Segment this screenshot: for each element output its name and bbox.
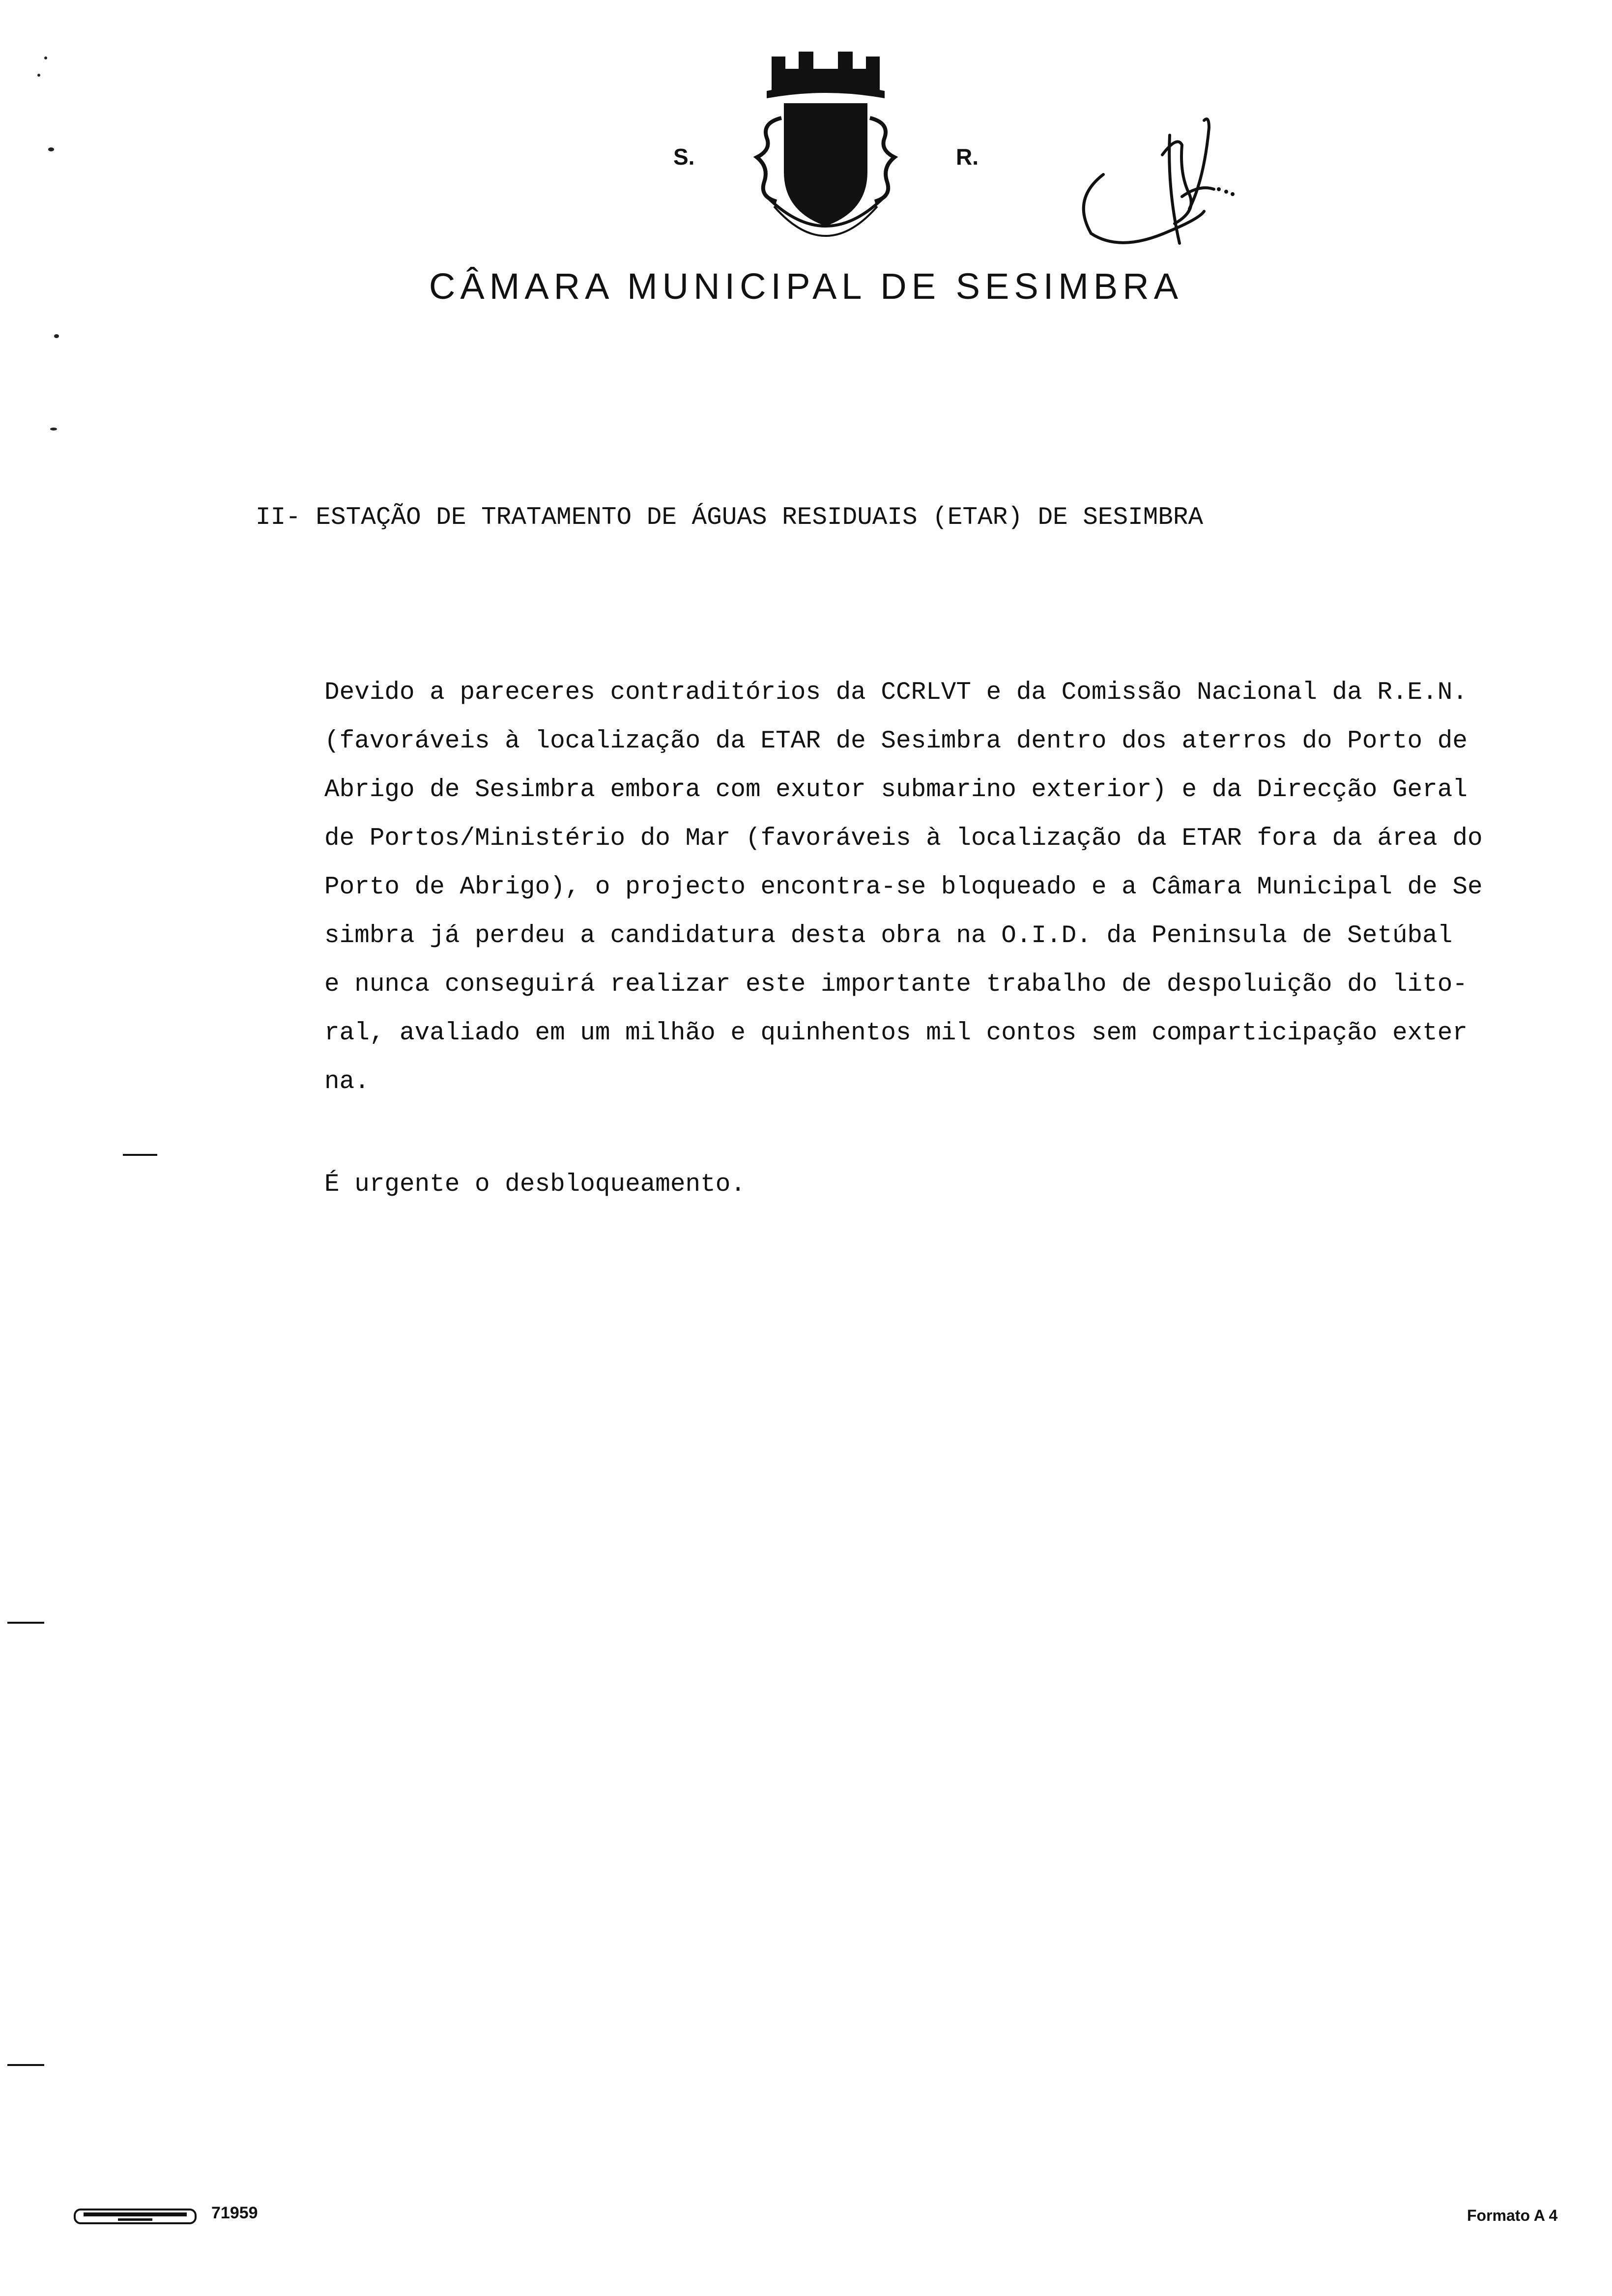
margin-speck [50, 428, 57, 430]
header-letter-s: S. [673, 144, 695, 170]
form-code: 71959 [211, 2204, 258, 2222]
closing-sentence: É urgente o desbloqueamento. [324, 1171, 746, 1199]
margin-speck [44, 57, 47, 59]
body-line: Porto de Abrigo), o projecto encontra-se bloqueado e a Câmara Municipal de Se [324, 873, 1483, 901]
paper-format-label: Formato A 4 [1467, 2207, 1558, 2224]
body-line: e nunca conseguirá realizar este importante trabalho de despoluição do lito- [324, 971, 1468, 999]
body-line: (favoráveis à localização da ETAR de Sesimbra dentro dos aterros do Porto de [324, 727, 1468, 755]
body-line: simbra já perdeu a candidatura desta obra na O.I.D. da Peninsula de Setúbal [324, 922, 1453, 950]
handwritten-signature [1057, 106, 1243, 263]
body-line: na. [324, 1068, 370, 1096]
fold-mark [123, 1154, 157, 1156]
margin-speck [37, 74, 40, 77]
coat-of-arms-crest [737, 49, 914, 256]
margin-speck [48, 147, 54, 151]
municipality-title: CÂMARA MUNICIPAL DE SESIMBRA [429, 266, 1183, 307]
fold-mark [7, 2064, 44, 2066]
body-line: de Portos/Ministério do Mar (favoráveis à localização da ETAR fora da área do [324, 825, 1483, 853]
section-heading: II- ESTAÇÃO DE TRATAMENTO DE ÁGUAS RESIDUAIS (ETAR) DE SESIMBRA [256, 504, 1204, 532]
fold-mark [7, 1622, 44, 1624]
header-letter-r: R. [956, 144, 979, 170]
body-line: Devido a pareceres contraditórios da CCRLVT e da Comissão Nacional da R.E.N. [324, 679, 1468, 707]
body-line: Abrigo de Sesimbra embora com exutor submarino exterior) e da Direcção Geral [324, 776, 1468, 804]
margin-speck [54, 334, 59, 338]
printer-imprint-logo [74, 2208, 197, 2225]
body-line: ral, avaliado em um milhão e quinhentos mil contos sem comparticipação exter [324, 1019, 1468, 1047]
